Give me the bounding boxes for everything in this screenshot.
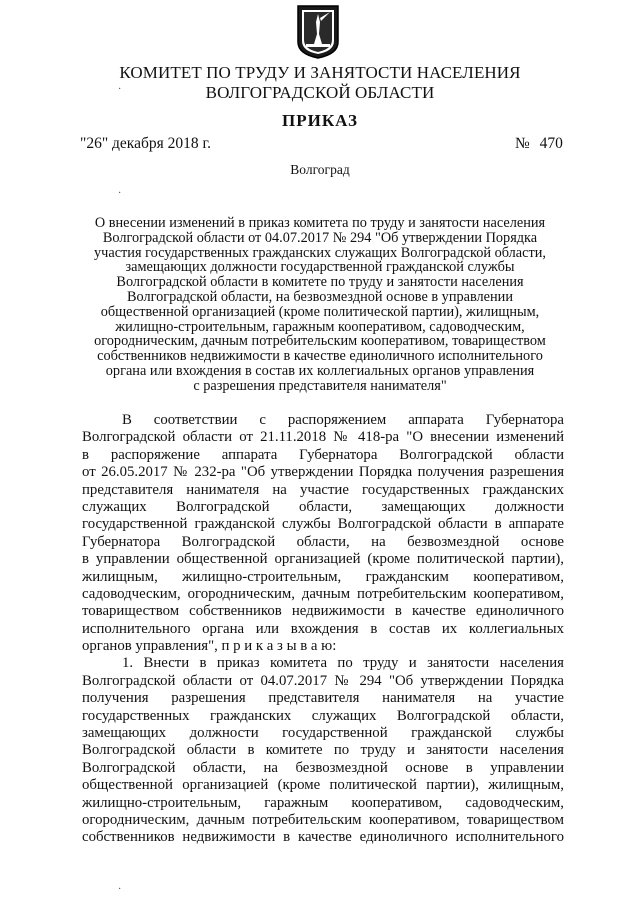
title-line: огородническим, дачным потребительским кооперативом, товариществом [94,333,546,350]
body-line: жилищно-строительным, гаражным кооперативом, садоводческим, [82,794,564,811]
body-line: от 26.05.2017 № 232-ра "Об утверждении Порядка получения разрешения [82,464,564,481]
scan-dot: · [118,188,122,199]
body-line: Волгоградской области, на безвозмездной основе в управлении [82,759,564,776]
title-line: собственников недвижимости в качестве единоличного исполнительного [97,348,543,365]
body-line: Волгоградской области в комитете по труду и занятости населения [82,742,564,759]
body-line: служащих Волгоградской области, замещающих должности [82,498,564,515]
body-line: государственной гражданской службы Волгоградской области в аппарате [82,516,564,533]
scan-dot: · [118,84,122,95]
body-line: получения разрешения представителя нанимателя на участие [82,690,564,707]
title-line: с разрешения представителя нанимателя" [193,377,447,394]
body-line: общественной организацией (кроме политической партии), жилищным, [82,777,564,794]
organization-line-2: ВОЛГОГРАДСКОЙ ОБЛАСТИ [205,83,435,102]
volgograd-emblem-icon [296,4,340,60]
document-type: ПРИКАЗ [282,111,358,130]
title-line: замещающих должности государственной гражданской службы [125,259,515,276]
body-line: собственников недвижимости в качестве единоличного исполнительного [82,829,564,846]
body-line: в управлении общественной организацией (кроме политической партии), [82,551,564,568]
body-line: товариществом собственников недвижимости в качестве единоличного [82,603,564,620]
body-line: Волгоградской области от 04.07.2017 № 294 "Об утверждении Порядка [82,672,564,689]
body-line: исполнительного органа или вхождения в состав их коллегиальных [82,620,564,637]
title-line: участия государственных гражданских служащих Волгоградской области, [94,244,546,261]
scan-dot: · [118,884,122,895]
document-title [70,216,570,394]
body-line: садоводческим, огородническим, дачным потребительским кооперативом, [82,585,564,602]
body-line: огородническим, дачным потребительским кооперативом, товариществом [82,811,564,828]
body-line: 1. Внести в приказ комитета по труду и занятости населения [122,655,564,672]
title-line: жилищно-строительным, гаражным кооперативом, садоводческим, [115,318,525,335]
body-line: Волгоградской области от 21.11.2018 № 418-ра "О внесении изменений [82,429,564,446]
body-line: жилищным, жилищно-строительным, гражданским кооперативом, [82,568,564,585]
title-line: Волгоградской области от 04.07.2017 № 294 "Об утверждении Порядка [102,229,538,246]
body-line: Губернатора Волгоградской области, на безвозмездной основе [82,533,564,550]
body-line: представителя нанимателя на участие государственных гражданских [82,481,564,498]
document-body [82,412,564,847]
organization-name [0,63,640,103]
body-line: В соответствии с распоряжением аппарата Губернатора [122,412,564,428]
document-city: Волгоград [290,162,350,177]
body-line: государственных гражданских служащих Волгоградской области, [82,707,564,724]
document-number: № 470 [515,135,563,152]
body-line: органов управления", п р и к а з ы в а ю: [82,638,337,655]
title-line: Волгоградской области в комитете по труду и занятости населения [116,274,524,291]
title-line: Волгоградской области, на безвозмездной основе в управлении [127,288,513,305]
title-line: органа или вхождения в состав их коллегиальных органов управления [105,362,535,379]
body-line: замещающих должности государственной гражданской службы [82,725,564,742]
title-line: О внесении изменений в приказ комитета по труду и занятости населения [94,215,546,231]
body-line: в распоряжение аппарата Губернатора Волгоградской области [82,446,564,463]
title-line: общественной организацией (кроме политической партии), жилищным, [100,303,540,320]
document-date: "26" декабря 2018 г. [80,135,211,152]
organization-line-1: КОМИТЕТ ПО ТРУДУ И ЗАНЯТОСТИ НАСЕЛЕНИЯ [119,63,521,82]
